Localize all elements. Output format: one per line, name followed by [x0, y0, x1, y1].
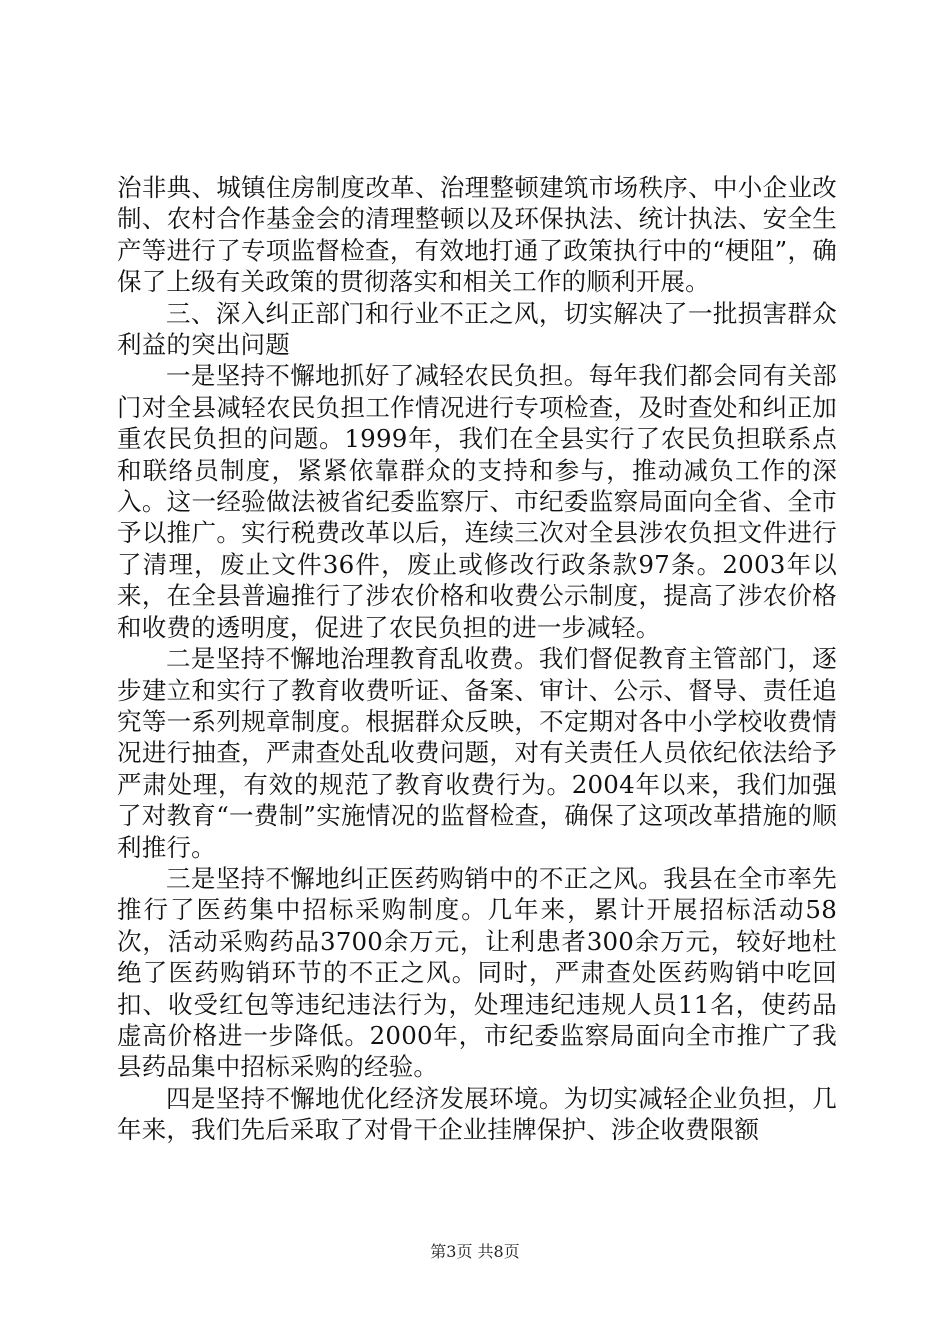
paragraph-farmer-burden: 一是坚持不懈地抓好了减轻农民负担。每年我们都会同有关部门对全县减轻农民负担工作情况进行专项检查，及时查处和纠正加重农民负担的问题。1999年，我们在全县实行了农民负担联系点和联络员制度，紧紧依靠群众的支持和参与，推动减负工作的深入。这一经验做法被省纪委监察厅、市纪委监察局面向全省、全市予以推广。实行税费改革以后，连续三次对全县涉农负担文件进行了清理，废止文件36件，废止或修改行政条款97条。2003年以来，在全县普遍推行了涉农价格和收费公示制度，提高了涉农价格和收费的透明度，促进了农民负担的进一步减轻。: [117, 361, 837, 642]
page-number: 第3页 共8页: [430, 1242, 520, 1261]
paragraph-economic-environment: 四是坚持不懈地优化经济发展环境。为切实减轻企业负担，几年来，我们先后采取了对骨干企业挂牌保护、涉企收费限额: [117, 1083, 837, 1145]
paragraph-continuation: 治非典、城镇住房制度改革、治理整顿建筑市场秩序、中小企业改制、农村合作基金会的清理整顿以及环保执法、统计执法、安全生产等进行了专项监督检查，有效地打通了政策执行中的“梗阻”，确保了上级有关政策的贯彻落实和相关工作的顺利开展。: [117, 173, 837, 297]
paragraph-medical-procurement: 三是坚持不懈地纠正医药购销中的不正之风。我县在全市率先推行了医药集中招标采购制度。几年来，累计开展招标活动58次，活动采购药品3700余万元，让利患者300余万元，较好地杜绝了医药购销环节的不正之风。同时，严肃查处医药购销中吃回扣、收受红包等违纪违法行为，处理违纪违规人员11名，使药品虚高价格进一步降低。2000年，市纪委监察局面向全市推广了我县药品集中招标采购的经验。: [117, 863, 837, 1082]
document-body: [117, 172, 837, 1146]
paragraph-education-fees: 二是坚持不懈地治理教育乱收费。我们督促教育主管部门，逐步建立和实行了教育收费听证、备案、审计、公示、督导、责任追究等一系列规章制度。根据群众反映，不定期对各中小学校收费情况进行抽查，严肃查处乱收费问题，对有关责任人员依纪依法给予严肃处理，有效的规范了教育收费行为。2004年以来，我们加强了对教育“一费制”实施情况的监督检查，确保了这项改革措施的顺利推行。: [117, 644, 837, 862]
section-heading: 三、深入纠正部门和行业不正之风，切实解决了一批损害群众利益的突出问题: [117, 298, 837, 360]
page-footer: [0, 1241, 950, 1263]
